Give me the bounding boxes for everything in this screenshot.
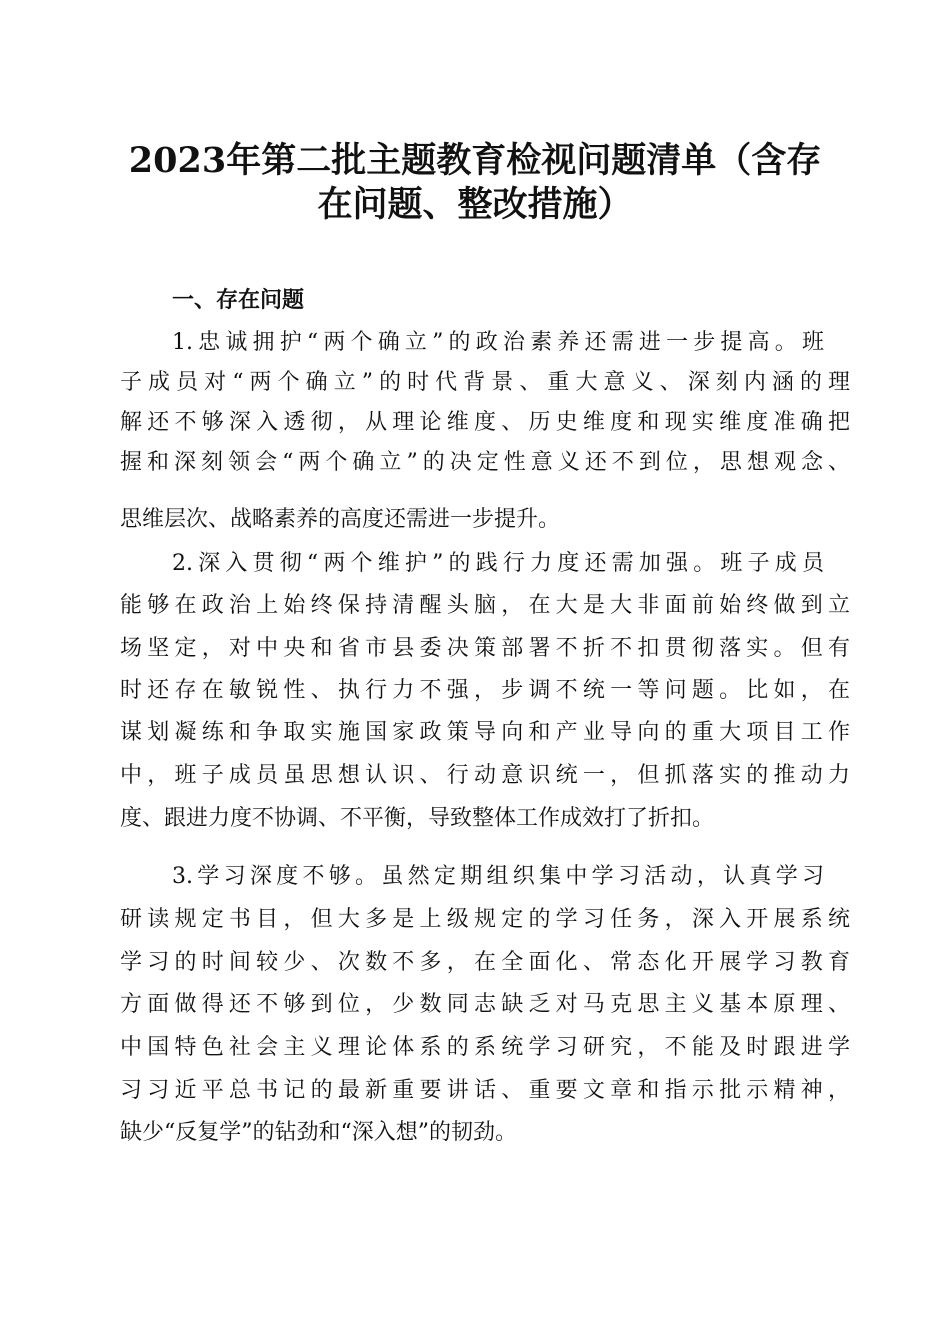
paragraph-line: 研读规定书目，但大多是上级规定的学习任务，深入开展系统 <box>120 907 850 932</box>
paragraph-line: 学习的时间较少、次数不多，在全面化、常态化开展学习教育 <box>120 950 850 975</box>
paragraph-line: 习习近平总书记的最新重要讲话、重要文章和指示批示精神， <box>120 1078 850 1103</box>
paragraph-line: 能够在政治上始终保持清醒头脑，在大是大非面前始终做到立 <box>120 593 850 618</box>
paragraph-line: 中国特色社会主义理论体系的系统学习研究，不能及时跟进学 <box>120 1035 850 1060</box>
paragraph-line: 谋划凝练和争取实施国家政策导向和产业导向的重大项目工作 <box>120 720 850 745</box>
paragraph-line: 解还不够深入透彻，从理论维度、历史维度和现实维度准确把 <box>120 410 850 435</box>
document-title-line-2: 在问题、整改措施） <box>317 184 633 225</box>
paragraph-line: 缺少“反复学”的钻劲和“深入想”的韧劲。 <box>120 1120 517 1145</box>
paragraph-line: 思维层次、战略素养的高度还需进一步提升。 <box>120 507 561 532</box>
paragraph-line: 方面做得还不够到位，少数同志缺乏对马克思主义基本原理、 <box>120 992 850 1017</box>
paragraph-line: 时还存在敏锐性、执行力不强，步调不统一等问题。比如，在 <box>120 678 850 703</box>
paragraph-line: 子成员对“两个确立”的时代背景、重大意义、深刻内涵的理 <box>120 370 850 395</box>
paragraph-line: 2.深入贯彻“两个维护”的践行力度还需加强。班子成员 <box>172 551 824 576</box>
paragraph-line: 场坚定，对中央和省市县委决策部署不折不扣贯彻落实。但有 <box>120 636 850 661</box>
section-heading: 一、存在问题 <box>172 288 305 313</box>
paragraph-line: 握和深刻领会“两个确立”的决定性意义还不到位，思想观念、 <box>120 450 850 475</box>
paragraph-line: 度、跟进力度不协调、不平衡，导致整体工作成效打了折扣。 <box>120 806 715 831</box>
document-title-line-1: 2023年第二批主题教育检视问题清单（含存 <box>128 140 822 181</box>
paragraph-line: 中，班子成员虽思想认识、行动意识统一，但抓落实的推动力 <box>120 763 850 788</box>
paragraph-line: 3.学习深度不够。虽然定期组织集中学习活动，认真学习 <box>172 864 824 889</box>
paragraph-line: 1.忠诚拥护“两个确立”的政治素养还需进一步提高。班 <box>172 330 824 355</box>
